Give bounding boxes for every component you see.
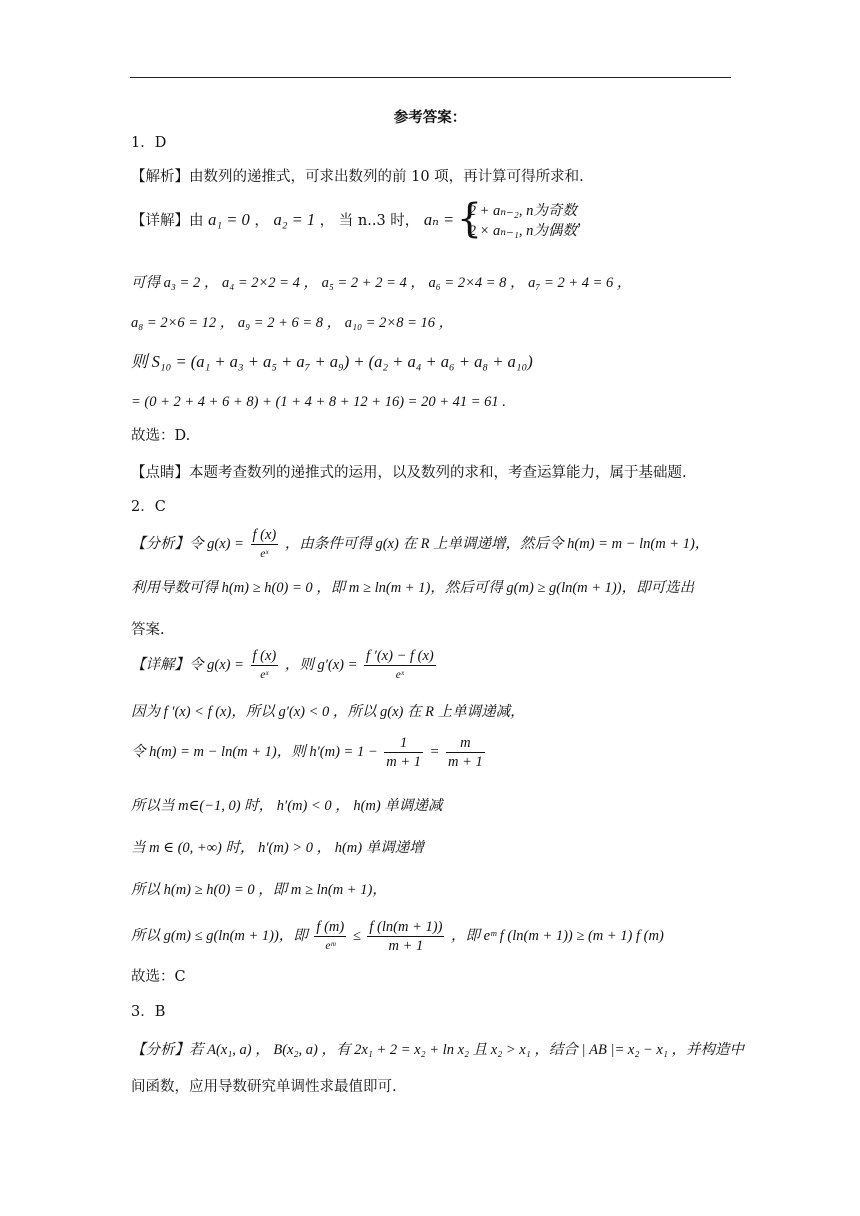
fraction: $\frac{f '(x) - f (x)}{\text{eˣ}}$ bbox=[366, 647, 434, 681]
answer-1-sum-expr: 则 S₁₀ = (a₁ + a₃ + a₅ + a₇ + a₉) + (a₂ + a₄ + a₆ + a₈ + a₁₀) bbox=[131, 352, 533, 371]
answer-3-label: 3．B bbox=[131, 1004, 166, 1020]
answer-2-detail-line-6: 所以 h(m) ≥ h(0) = 0 ，即 m ≥ ln(m + 1)， bbox=[131, 882, 387, 898]
page-title: 参考答案： bbox=[393, 109, 467, 126]
answer-2-detail-line-4: 所以当 m∈(−1, 0) 时， h′(m) < 0 ， h(m) 单调递减 bbox=[131, 798, 443, 814]
answer-3-analysis-line-2: 间函数，应用导数研究单调性求最值即可. bbox=[131, 1079, 397, 1095]
answer-2-detail-line-1: 【详解】令 g(x) = $\frac{f (x)}{\text{eˣ}}$ ，则 g′(x) = $\frac{f '(x) - f (x)}{\text{eˣ}}$ bbox=[131, 645, 438, 685]
answer-2-detail-line-3: 令 h(m) = m − ln(m + 1)，则 h′(m) = 1 − $\frac{1}{m + 1}$ = $\frac{m}{m + 1}$ bbox=[131, 734, 483, 770]
answer-1-analysis: 【解析】由数列的递推式，可求出数列的前 10 项，再计算可得所求和. bbox=[131, 169, 584, 185]
answer-1-comment: 【点睛】本题考查数列的递推式的运用，以及数列的求和，考查运算能力，属于基础题. bbox=[131, 465, 687, 481]
answer-2-detail-line-7: 所以 g(m) ≤ g(ln(m + 1))，即 $\frac{f (m)}{\text{eᵐ}}$ ≤ $\frac{f (\ln(m + 1))}{m + 1}$ ，即 eᵐ f (ln(m + 1)) ≥ (m + 1) f (m) bbox=[131, 918, 664, 954]
answer-2-label: 2．C bbox=[131, 499, 166, 515]
answer-1-choice: 故选：D. bbox=[131, 428, 191, 444]
answer-3-analysis-line-1: 【分析】若 A(x₁, a) ， B(x₂, a) ，有 2x₁ + 2 = x₂ + ln x₂ 且 x₂ > x₁ ，结合 | AB |= x₂ − x₁ ，并构造中 bbox=[131, 1042, 744, 1058]
recurrence-cases: { 2 + aₙ₋₂, n为奇数 2 × aₙ₋₁, n为偶数 bbox=[459, 201, 577, 241]
answer-2-detail-line-2: 因为 f ′(x) < f (x)，所以 g′(x) < 0 ，所以 g(x) 在 R 上单调递减， bbox=[131, 704, 525, 720]
fraction: $\frac{f (x)}{\text{eˣ}}$ bbox=[252, 526, 277, 560]
fraction: $\frac{m}{m + 1}$ bbox=[448, 734, 483, 770]
fraction: $\frac{f (\ln(m + 1))}{m + 1}$ bbox=[369, 918, 443, 954]
fraction: $\frac{1}{m + 1}$ bbox=[386, 734, 421, 770]
fraction: $\frac{f (m)}{\text{eᵐ}}$ bbox=[316, 918, 345, 952]
answer-1-values-b: a₈ = 2×6 = 12 ， a₉ = 2 + 6 = 8 ， a₁₀ = 2×8 = 16 ， bbox=[131, 315, 454, 331]
answer-1-values-a: 可得 a₃ = 2 ， a₄ = 2×2 = 4 ， a₅ = 2 + 2 = 4 ， a₆ = 2×4 = 8 ， a₇ = 2 + 4 = 6 ， bbox=[131, 275, 632, 291]
answer-2-analysis-line-3: 答案. bbox=[131, 622, 165, 638]
header-rule bbox=[130, 77, 731, 78]
answer-2-analysis-line-1: 【分析】令 g(x) = $\frac{f (x)}{\text{eˣ}}$ ，由条件可得 g(x) 在 R 上单调递增，然后令 h(m) = m − ln(m + 1)， bbox=[131, 524, 709, 564]
fraction: $\frac{f (x)}{\text{eˣ}}$ bbox=[252, 647, 277, 681]
answer-2-choice: 故选：C bbox=[131, 969, 186, 985]
answer-1-detail-line: 【详解】由 a₁ = 0 ， a₂ = 1 ， 当 n..3 时， aₙ = { 2 + aₙ₋₂, n为奇数 2 × aₙ₋₁, n为偶数 ， bbox=[131, 198, 591, 243]
answer-1-label: 1．D bbox=[131, 135, 167, 151]
answer-2-detail-line-5: 当 m ∈ (0, +∞) 时， h′(m) > 0 ， h(m) 单调递增 bbox=[131, 840, 424, 856]
answer-2-analysis-line-2: 利用导数可得 h(m) ≥ h(0) = 0 ，即 m ≥ ln(m + 1)，然后可得 g(m) ≥ g(ln(m + 1))，即可选出 bbox=[131, 580, 695, 596]
answer-1-sum-result: = (0 + 2 + 4 + 6 + 8) + (1 + 4 + 8 + 12 + 16) = 20 + 41 = 61 . bbox=[131, 394, 506, 410]
